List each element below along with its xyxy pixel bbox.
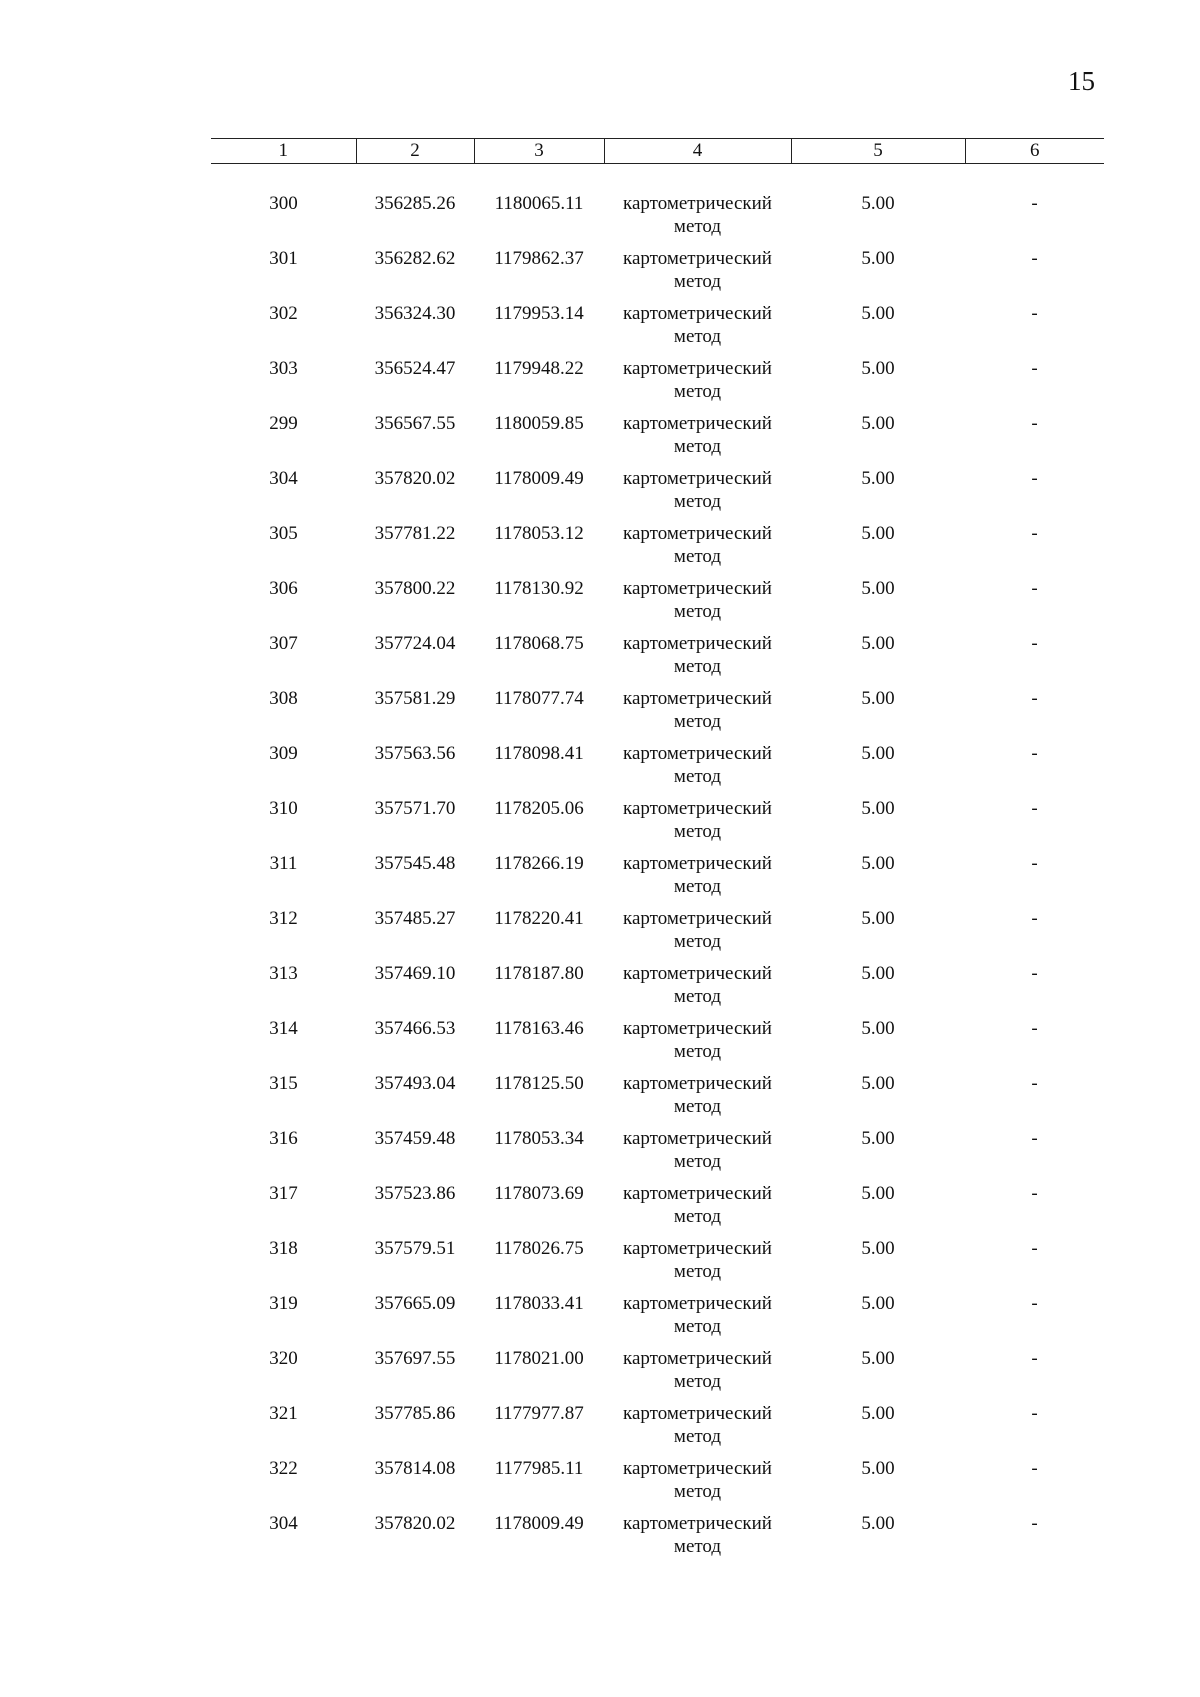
note-cell: - <box>1031 1018 1038 1039</box>
note-cell: - <box>1031 1128 1038 1149</box>
note-cell: - <box>1031 578 1038 599</box>
method-line-2: метод <box>673 271 722 292</box>
precision-cell: 5.00 <box>861 1073 895 1094</box>
x-coordinate-cell: 356567.55 <box>374 413 456 434</box>
note-cell: - <box>1031 1513 1038 1534</box>
method-line-1: картометрический <box>623 743 772 764</box>
table-row <box>211 412 1104 467</box>
y-coordinate-cell: 1178205.06 <box>494 798 584 819</box>
header-col-4: 4 <box>604 139 791 164</box>
point-number-cell: 322 <box>269 1458 298 1479</box>
method-cell <box>604 467 791 522</box>
method-line-2: метод <box>673 491 722 512</box>
method-line-2: метод <box>673 1536 722 1557</box>
y-coordinate-cell: 1178163.46 <box>494 1018 584 1039</box>
table-row <box>211 1127 1104 1182</box>
header-row <box>211 139 1104 164</box>
method-line-2: метод <box>673 546 722 567</box>
method-cell <box>604 1512 791 1567</box>
method-cell <box>604 522 791 577</box>
method-cell <box>604 852 791 907</box>
point-number-cell: 301 <box>269 248 298 269</box>
point-number-cell: 303 <box>269 358 298 379</box>
x-coordinate-cell: 357459.48 <box>374 1128 456 1149</box>
method-line-2: метод <box>673 711 722 732</box>
point-number-cell: 304 <box>269 468 298 489</box>
y-coordinate-cell: 1177977.87 <box>494 1403 584 1424</box>
header-col-6: 6 <box>965 139 1104 164</box>
y-coordinate-cell: 1178053.12 <box>494 523 584 544</box>
y-coordinate-cell: 1179948.22 <box>494 358 584 379</box>
x-coordinate-cell: 356524.47 <box>374 358 456 379</box>
y-coordinate-cell: 1178077.74 <box>494 688 584 709</box>
y-coordinate-cell: 1178098.41 <box>494 743 584 764</box>
precision-cell: 5.00 <box>861 1018 895 1039</box>
x-coordinate-cell: 357814.08 <box>374 1458 456 1479</box>
page-number: 15 <box>1068 66 1095 96</box>
precision-cell: 5.00 <box>861 798 895 819</box>
table-body <box>211 164 1104 1568</box>
method-cell <box>604 192 791 247</box>
note-cell: - <box>1031 1073 1038 1094</box>
note-cell: - <box>1031 1458 1038 1479</box>
y-coordinate-cell: 1178125.50 <box>494 1073 584 1094</box>
note-cell: - <box>1031 1293 1038 1314</box>
method-cell <box>604 1182 791 1237</box>
method-cell <box>604 1457 791 1512</box>
precision-cell: 5.00 <box>861 1293 895 1314</box>
point-number-cell: 310 <box>269 798 298 819</box>
x-coordinate-cell: 357781.22 <box>374 523 456 544</box>
method-line-2: метод <box>673 1206 722 1227</box>
point-number-cell: 313 <box>269 963 298 984</box>
method-line-1: картометрический <box>623 853 772 874</box>
method-cell <box>604 907 791 962</box>
x-coordinate-cell: 356324.30 <box>374 303 456 324</box>
y-coordinate-cell: 1178009.49 <box>494 1513 584 1534</box>
method-line-2: метод <box>673 1426 722 1447</box>
precision-cell: 5.00 <box>861 578 895 599</box>
method-line-1: картометрический <box>623 1458 772 1479</box>
method-cell <box>604 302 791 357</box>
x-coordinate-cell: 357800.22 <box>374 578 456 599</box>
method-line-2: метод <box>673 1261 722 1282</box>
point-number-cell: 312 <box>269 908 298 929</box>
table-row <box>211 907 1104 962</box>
precision-cell: 5.00 <box>861 248 895 269</box>
precision-cell: 5.00 <box>861 1183 895 1204</box>
method-line-2: метод <box>673 1041 722 1062</box>
x-coordinate-cell: 357785.86 <box>374 1403 456 1424</box>
x-coordinate-cell: 356282.62 <box>374 248 456 269</box>
table-row <box>211 1457 1104 1512</box>
header-col-3: 3 <box>474 139 604 164</box>
method-cell <box>604 577 791 632</box>
method-cell <box>604 687 791 742</box>
method-line-2: метод <box>673 601 722 622</box>
point-number-cell: 314 <box>269 1018 298 1039</box>
table-row <box>211 797 1104 852</box>
table-row <box>211 1237 1104 1292</box>
precision-cell: 5.00 <box>861 523 895 544</box>
precision-cell: 5.00 <box>861 963 895 984</box>
method-line-1: картометрический <box>623 193 772 214</box>
y-coordinate-cell: 1178009.49 <box>494 468 584 489</box>
note-cell: - <box>1031 633 1038 654</box>
method-line-1: картометрический <box>623 1073 772 1094</box>
method-line-1: картометрический <box>623 1293 772 1314</box>
method-line-1: картометрический <box>623 908 772 929</box>
x-coordinate-cell: 356285.26 <box>374 193 456 214</box>
method-line-2: метод <box>673 1316 722 1337</box>
table-row <box>211 192 1104 247</box>
point-number-cell: 305 <box>269 523 298 544</box>
x-coordinate-cell: 357724.04 <box>374 633 456 654</box>
precision-cell: 5.00 <box>861 853 895 874</box>
y-coordinate-cell: 1177985.11 <box>494 1458 584 1479</box>
point-number-cell: 306 <box>269 578 298 599</box>
method-line-1: картометрический <box>623 963 772 984</box>
x-coordinate-cell: 357579.51 <box>374 1238 456 1259</box>
point-number-cell: 320 <box>269 1348 298 1369</box>
point-number-cell: 316 <box>269 1128 298 1149</box>
table-header <box>211 139 1104 164</box>
method-line-1: картометрический <box>623 688 772 709</box>
method-line-2: метод <box>673 1151 722 1172</box>
table-row <box>211 962 1104 1017</box>
method-line-1: картометрический <box>623 1018 772 1039</box>
method-line-2: метод <box>673 821 722 842</box>
point-number-cell: 321 <box>269 1403 298 1424</box>
x-coordinate-cell: 357469.10 <box>374 963 456 984</box>
x-coordinate-cell: 357697.55 <box>374 1348 456 1369</box>
table-row <box>211 467 1104 522</box>
point-number-cell: 309 <box>269 743 298 764</box>
note-cell: - <box>1031 468 1038 489</box>
table-row <box>211 1182 1104 1237</box>
method-line-1: картометрический <box>623 1348 772 1369</box>
y-coordinate-cell: 1180059.85 <box>494 413 584 434</box>
method-line-2: метод <box>673 381 722 402</box>
note-cell: - <box>1031 303 1038 324</box>
method-cell <box>604 1127 791 1182</box>
x-coordinate-cell: 357820.02 <box>374 1513 456 1534</box>
method-line-1: картометрический <box>623 1128 772 1149</box>
method-cell <box>604 1072 791 1127</box>
y-coordinate-cell: 1179862.37 <box>494 248 584 269</box>
table-row <box>211 852 1104 907</box>
table-row <box>211 247 1104 302</box>
note-cell: - <box>1031 1403 1038 1424</box>
method-cell <box>604 247 791 302</box>
precision-cell: 5.00 <box>861 468 895 489</box>
point-number-cell: 304 <box>269 1513 298 1534</box>
x-coordinate-cell: 357493.04 <box>374 1073 456 1094</box>
table-row <box>211 742 1104 797</box>
method-line-1: картометрический <box>623 798 772 819</box>
precision-cell: 5.00 <box>861 413 895 434</box>
note-cell: - <box>1031 413 1038 434</box>
precision-cell: 5.00 <box>861 1348 895 1369</box>
table-row <box>211 1017 1104 1072</box>
method-line-2: метод <box>673 876 722 897</box>
method-line-2: метод <box>673 986 722 1007</box>
note-cell: - <box>1031 1348 1038 1369</box>
method-line-2: метод <box>673 766 722 787</box>
method-cell <box>604 1402 791 1457</box>
method-cell <box>604 1017 791 1072</box>
table-row <box>211 1402 1104 1457</box>
note-cell: - <box>1031 688 1038 709</box>
precision-cell: 5.00 <box>861 688 895 709</box>
method-line-1: картометрический <box>623 303 772 324</box>
method-line-2: метод <box>673 1096 722 1117</box>
precision-cell: 5.00 <box>861 908 895 929</box>
note-cell: - <box>1031 1183 1038 1204</box>
x-coordinate-cell: 357545.48 <box>374 853 456 874</box>
method-line-2: метод <box>673 656 722 677</box>
precision-cell: 5.00 <box>861 303 895 324</box>
method-line-1: картометрический <box>623 578 772 599</box>
method-cell <box>604 742 791 797</box>
x-coordinate-cell: 357563.56 <box>374 743 456 764</box>
coordinates-table <box>211 138 1104 1567</box>
method-line-1: картометрический <box>623 248 772 269</box>
x-coordinate-cell: 357485.27 <box>374 908 456 929</box>
header-col-1: 1 <box>211 139 356 164</box>
x-coordinate-cell: 357571.70 <box>374 798 456 819</box>
note-cell: - <box>1031 1238 1038 1259</box>
method-line-1: картометрический <box>623 1238 772 1259</box>
precision-cell: 5.00 <box>861 1128 895 1149</box>
y-coordinate-cell: 1178187.80 <box>494 963 584 984</box>
x-coordinate-cell: 357820.02 <box>374 468 456 489</box>
point-number-cell: 319 <box>269 1293 298 1314</box>
method-line-2: метод <box>673 1481 722 1502</box>
y-coordinate-cell: 1178220.41 <box>494 908 584 929</box>
point-number-cell: 300 <box>269 193 298 214</box>
table-row <box>211 357 1104 412</box>
y-coordinate-cell: 1178033.41 <box>494 1293 584 1314</box>
table-row <box>211 302 1104 357</box>
note-cell: - <box>1031 963 1038 984</box>
method-line-1: картометрический <box>623 358 772 379</box>
y-coordinate-cell: 1178053.34 <box>494 1128 584 1149</box>
x-coordinate-cell: 357581.29 <box>374 688 456 709</box>
y-coordinate-cell: 1179953.14 <box>494 303 584 324</box>
table-row <box>211 1347 1104 1402</box>
method-cell <box>604 357 791 412</box>
method-line-1: картометрический <box>623 1513 772 1534</box>
method-cell <box>604 1292 791 1347</box>
precision-cell: 5.00 <box>861 358 895 379</box>
point-number-cell: 318 <box>269 1238 298 1259</box>
method-cell <box>604 962 791 1017</box>
point-number-cell: 317 <box>269 1183 298 1204</box>
header-col-5: 5 <box>791 139 965 164</box>
header-spacer <box>211 164 1104 193</box>
point-number-cell: 299 <box>269 413 298 434</box>
method-cell <box>604 412 791 467</box>
method-line-2: метод <box>673 436 722 457</box>
note-cell: - <box>1031 908 1038 929</box>
precision-cell: 5.00 <box>861 193 895 214</box>
table-row <box>211 522 1104 577</box>
table-row <box>211 1512 1104 1567</box>
precision-cell: 5.00 <box>861 633 895 654</box>
precision-cell: 5.00 <box>861 1458 895 1479</box>
precision-cell: 5.00 <box>861 743 895 764</box>
note-cell: - <box>1031 248 1038 269</box>
method-line-1: картометрический <box>623 1403 772 1424</box>
y-coordinate-cell: 1178130.92 <box>494 578 584 599</box>
method-line-1: картометрический <box>623 633 772 654</box>
method-line-2: метод <box>673 326 722 347</box>
note-cell: - <box>1031 743 1038 764</box>
table-row <box>211 577 1104 632</box>
note-cell: - <box>1031 853 1038 874</box>
x-coordinate-cell: 357665.09 <box>374 1293 456 1314</box>
method-line-1: картометрический <box>623 413 772 434</box>
method-line-1: картометрический <box>623 523 772 544</box>
header-col-2: 2 <box>356 139 474 164</box>
method-cell <box>604 797 791 852</box>
y-coordinate-cell: 1180065.11 <box>494 193 584 214</box>
point-number-cell: 308 <box>269 688 298 709</box>
method-cell <box>604 1237 791 1292</box>
table-row <box>211 1072 1104 1127</box>
point-number-cell: 315 <box>269 1073 298 1094</box>
table-row <box>211 632 1104 687</box>
precision-cell: 5.00 <box>861 1513 895 1534</box>
y-coordinate-cell: 1178068.75 <box>494 633 584 654</box>
note-cell: - <box>1031 798 1038 819</box>
method-cell <box>604 632 791 687</box>
table-row <box>211 687 1104 742</box>
point-number-cell: 307 <box>269 633 298 654</box>
method-line-2: метод <box>673 931 722 952</box>
y-coordinate-cell: 1178073.69 <box>494 1183 584 1204</box>
note-cell: - <box>1031 193 1038 214</box>
method-line-2: метод <box>673 216 722 237</box>
y-coordinate-cell: 1178026.75 <box>494 1238 584 1259</box>
precision-cell: 5.00 <box>861 1403 895 1424</box>
x-coordinate-cell: 357466.53 <box>374 1018 456 1039</box>
method-line-2: метод <box>673 1371 722 1392</box>
point-number-cell: 311 <box>269 853 298 874</box>
method-line-1: картометрический <box>623 468 772 489</box>
method-cell <box>604 1347 791 1402</box>
y-coordinate-cell: 1178021.00 <box>494 1348 584 1369</box>
table-row <box>211 1292 1104 1347</box>
point-number-cell: 302 <box>269 303 298 324</box>
method-line-1: картометрический <box>623 1183 772 1204</box>
note-cell: - <box>1031 358 1038 379</box>
y-coordinate-cell: 1178266.19 <box>494 853 584 874</box>
note-cell: - <box>1031 523 1038 544</box>
precision-cell: 5.00 <box>861 1238 895 1259</box>
x-coordinate-cell: 357523.86 <box>374 1183 456 1204</box>
